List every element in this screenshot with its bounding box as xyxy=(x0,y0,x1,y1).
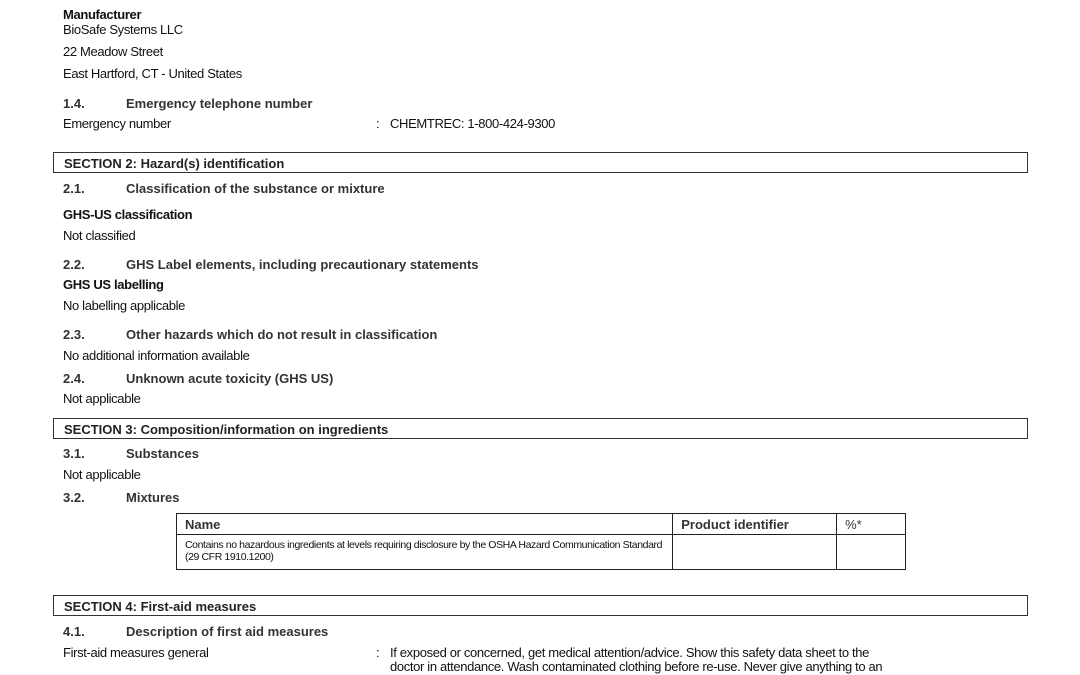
subsection-title-2-3: Other hazards which do not result in classification xyxy=(126,327,438,342)
first-aid-general-line-2: doctor in attendance. Wash contaminated clothing before re-use. Never give anything to an xyxy=(390,659,883,674)
table-cell-percent xyxy=(837,535,906,570)
section-2-header: SECTION 2: Hazard(s) identification xyxy=(53,152,1028,173)
first-aid-general-label: First-aid measures general xyxy=(63,645,209,660)
subsection-number-4-1: 4.1. xyxy=(63,624,85,639)
subsection-number-2-3: 2.3. xyxy=(63,327,85,342)
ghs-labelling-label: GHS US labelling xyxy=(63,277,164,292)
subsection-number-3-2: 3.2. xyxy=(63,490,85,505)
subsection-title-2-4: Unknown acute toxicity (GHS US) xyxy=(126,371,334,386)
subsection-title-emergency: Emergency telephone number xyxy=(126,96,313,111)
table-cell-name: Contains no hazardous ingredients at levels requiring disclosure by the OSHA Hazard Communication Standard (29 CFR 1910.1200) xyxy=(177,535,673,570)
ghs-classification-label: GHS-US classification xyxy=(63,207,193,222)
column-header-product-identifier: Product identifier xyxy=(673,514,837,535)
section-4-header: SECTION 4: First-aid measures xyxy=(53,595,1028,616)
subsection-title-4-1: Description of first aid measures xyxy=(126,624,329,639)
subsection-title-3-1: Substances xyxy=(126,446,199,461)
column-header-percent: %* xyxy=(837,514,906,535)
substances-value: Not applicable xyxy=(63,467,141,482)
emergency-value: CHEMTREC: 1-800-424-9300 xyxy=(390,116,556,131)
first-aid-general-line-1: If exposed or concerned, get medical attention/advice. Show this safety data sheet to the xyxy=(390,645,870,660)
subsection-number-2-4: 2.4. xyxy=(63,371,85,386)
emergency-label: Emergency number xyxy=(63,116,171,131)
emergency-colon: : xyxy=(376,116,380,131)
table-cell-product-identifier xyxy=(673,535,837,570)
first-aid-general-colon: : xyxy=(376,645,380,660)
column-header-name: Name xyxy=(177,514,673,535)
manufacturer-company: BioSafe Systems LLC xyxy=(63,22,183,37)
ghs-labelling-value: No labelling applicable xyxy=(63,298,186,313)
other-hazards-value: No additional information available xyxy=(63,348,250,363)
section-3-header: SECTION 3: Composition/information on ingredients xyxy=(53,418,1028,439)
manufacturer-city: East Hartford, CT - United States xyxy=(63,66,242,81)
mixtures-table xyxy=(176,513,906,570)
acute-toxicity-value: Not applicable xyxy=(63,391,141,406)
subsection-number-2-1: 2.1. xyxy=(63,181,85,196)
subsection-title-3-2: Mixtures xyxy=(126,490,180,505)
subsection-number-1-4: 1.4. xyxy=(63,96,85,111)
subsection-title-2-1: Classification of the substance or mixture xyxy=(126,181,385,196)
manufacturer-street: 22 Meadow Street xyxy=(63,44,163,59)
ghs-classification-value: Not classified xyxy=(63,228,136,243)
table-row xyxy=(177,535,906,570)
subsection-title-2-2: GHS Label elements, including precautionary statements xyxy=(126,257,479,272)
subsection-number-3-1: 3.1. xyxy=(63,446,85,461)
subsection-number-2-2: 2.2. xyxy=(63,257,85,272)
table-header-row xyxy=(177,514,906,535)
manufacturer-heading: Manufacturer xyxy=(63,7,142,22)
